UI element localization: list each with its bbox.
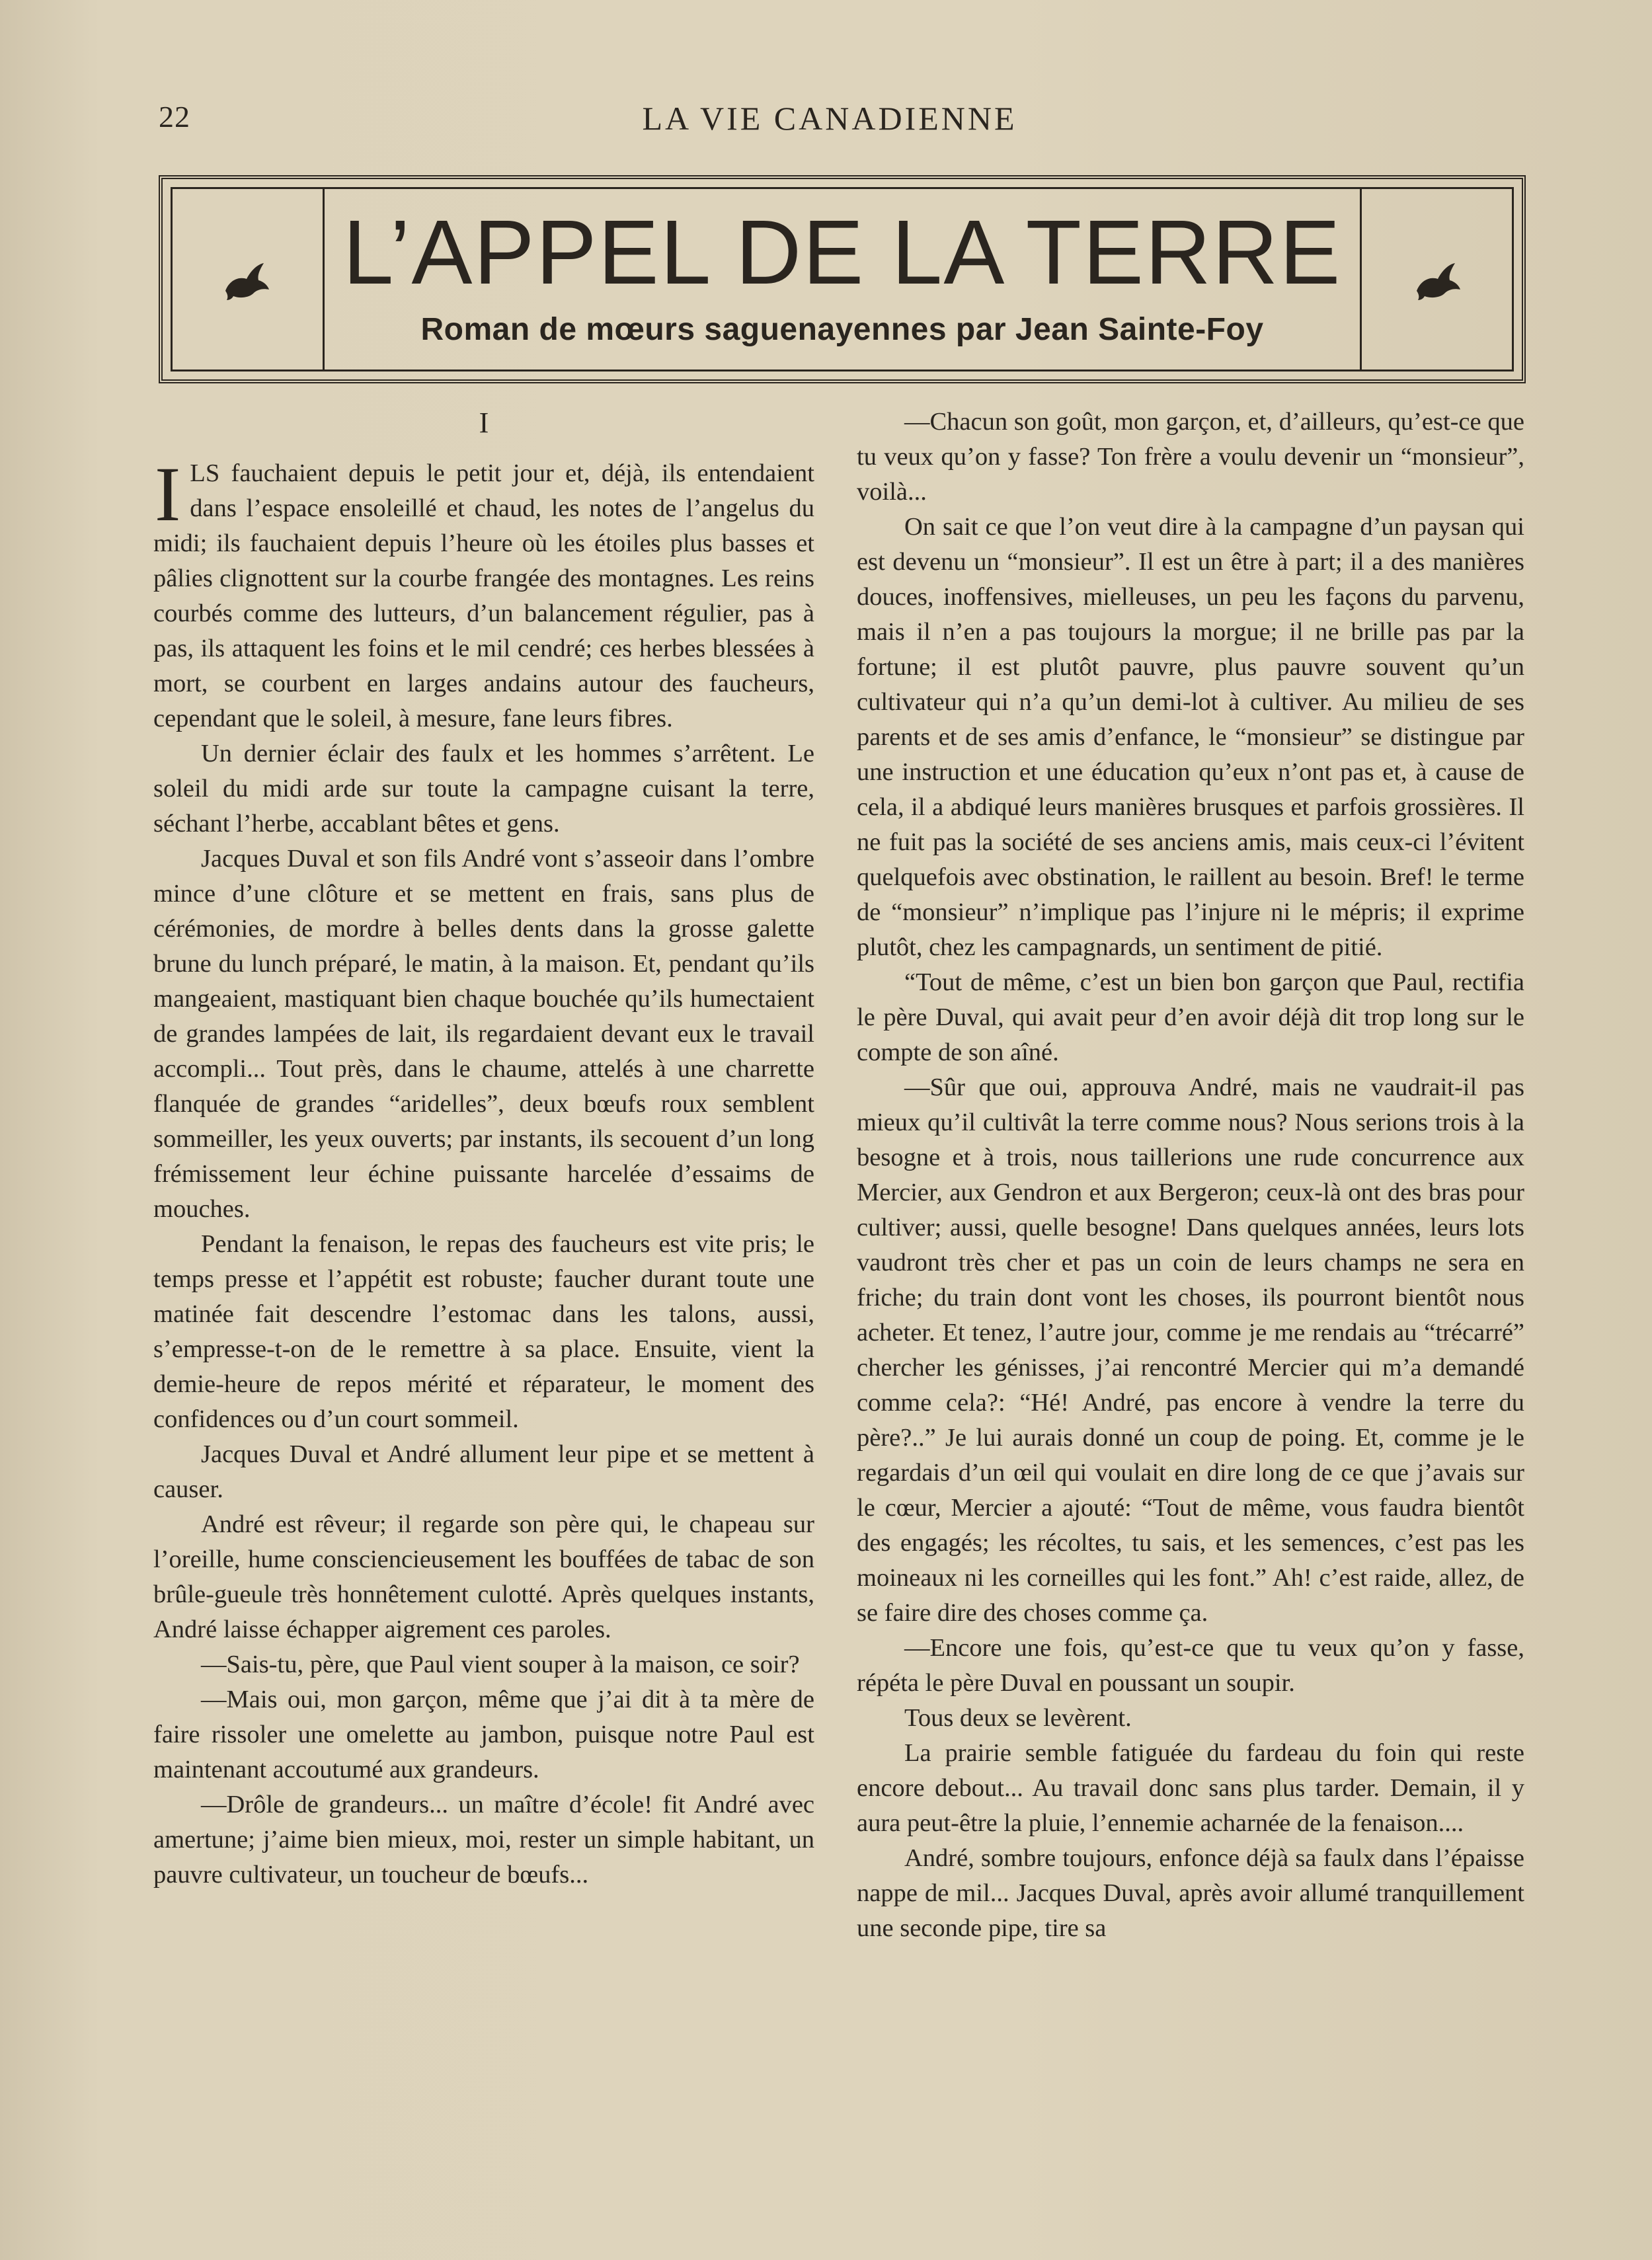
paragraph: André, sombre toujours, enfonce déjà sa faulx dans l’épaisse nappe de mil... Jacques Duval, après avoir allumé tranquillement une seconde pipe, tire sa [857,1844,1524,1942]
paragraph: Tous deux se levèrent. [904,1704,1132,1732]
right-column [857,405,1524,1946]
paragraph: Jacques Duval et son fils André vont s’asseoir dans l’ombre mince d’une clôture et se mettent en frais, sans plus de cérémonies, de mordre à belles dents dans la grosse galette brune du lunch préparé, le matin, à la maison. Et, pendant qu’ils mangeaient, mastiquant bien chaque bouchée qu’ils humectaient de grandes lampées de lait, ils regardaient devant eux le travail accompli... Tout près, dans le chaume, attelés à une charrette flanquée de grandes “aridelles”, deux bœufs roux semblent sommeiller, les yeux ouverts; par instants, ils secouent d’un long frémissement leur échine puissante harcelée d’essaims de mouches. [153,845,814,1223]
left-column [153,403,814,1892]
story-title: L’APPEL DE LA TERRE [342,202,1342,303]
paragraph: —Encore une fois, qu’est-ce que tu veux qu’on y fasse, répéta le père Duval en poussant un soupir. [857,1634,1524,1697]
paragraph: —Sûr que oui, approuva André, mais ne vaudrait-il pas mieux qu’il cultivât la terre comme nous? Nous serions trois à la besogne et à trois, nous taillerions une rude concurrence aux Mercier, aux Gendron et aux Bergeron; ceux-là ont des bras pour cultiver; aussi, quelle besogne! Dans quelques années, leurs lots vaudront très cher et pas un coin de leurs champs ne sera en friche; du train dont vont les choses, ils pourront bientôt nous acheter. Et tenez, l’autre jour, comme je me rendais au “trécarré” chercher les génisses, j’ai rencontré Mercier qui m’a demandé comme cela?: “Hé! André, pas encore à vendre la terre du père?..” Je lui aurais donné un coup de poing. Et, comme je le regardais d’un œil qui voulait en dire long de ce que j’avais sur le cœur, Mercier a ajouté: “Tout de même, vous faudra bientôt des engagés; les récoltes, tu sais, et les semences, c’est pas les moineaux ni les corneilles qui les font.” Ah! c’est raide, allez, de se faire dire des choses comme ça. [857,1073,1524,1627]
title-block [159,175,1526,383]
right-ornament-panel [1360,187,1514,371]
paragraph: Jacques Duval et André allument leur pipe et se mettent à causer. [153,1440,814,1503]
paragraph: On sait ce que l’on veut dire à la campagne d’un paysan qui est devenu un “monsieur”. Il est un être à part; il a des manières douces, inoffensives, mielleuses, un peu les façons du parvenu, mais il n’en a pas toujours la morgue; il ne brille pas par la fortune; il est plutôt pauvre, plus pauvre souvent qu’un cultivateur qui n’a qu’un demi-lot à cultiver. Au milieu de ses parents et de ses amis d’enfance, le “monsieur” se distingue par une instruction et une éducation qu’eux n’ont pas et, à cause de cela, il a abdiqué leurs manières brusques et parfois grossières. Il ne fuit pas la société de ses anciens amis, mais ceux-ci l’évitent quelquefois avec obstination, le raillent au besoin. Bref! le terme de “monsieur” n’implique pas l’injure ni le mépris; il exprime plutôt, chez les campagnards, un sentiment de pitié. [857,513,1524,961]
running-head [159,99,1501,145]
page-number: 22 [159,100,190,134]
paragraph: Un dernier éclair des faulx et les hommes s’arrêtent. Le soleil du midi arde sur toute la campagne cuisant la terre, séchant l’herbe, accablant bêtes et gens. [153,740,814,838]
paragraph: —Drôle de grandeurs... un maître d’école! fit André avec amertune; j’aime bien mieux, moi, rester un simple habitant, un pauvre cultivateur, un toucheur de bœufs... [153,1791,814,1889]
paragraph [153,451,814,736]
paragraph: Pendant la fenaison, le repas des faucheurs est vite pris; le temps presse et l’appétit est robuste; faucher durant toute une matinée fait descendre l’estomac dans les talons, aussi, s’empresse-t-on de le remettre à sa place. Ensuite, vient la demie-heure de repos mérité et réparateur, le moment des confidences ou d’un court sommeil. [153,1230,814,1433]
paragraph-text: LS fauchaient depuis le petit jour et, déjà, ils entendaient dans l’espace ensoleillé et chaud, les notes de l’angelus du midi; ils fauchaient depuis l’heure où les étoiles plus basses et pâlies clignottent sur la courbe frangée des montagnes. Les reins courbés comme des lutteurs, d’un balancement régulier, pas à pas, ils attaquent les foins et le mil cendré; ces herbes blessées à mort, se courbent en larges andains autour des faucheurs, cependant que le soleil, à mesure, fane leurs fibres. [153,459,814,732]
drop-cap: I [155,451,181,537]
bird-icon [1411,256,1464,303]
paragraph: —Sais-tu, père, que Paul vient souper à la maison, ce soir? [201,1651,800,1678]
chapter-number: I [479,407,489,439]
paragraph: —Mais oui, mon garçon, même que j’ai dit à ta mère de faire rissoler une omelette au jambon, puisque notre Paul est maintenant accoutumé aux grandeurs. [153,1686,814,1783]
journal-title: LA VIE CANADIENNE [642,100,1017,137]
bird-icon [220,256,273,303]
story-subtitle: Roman de mœurs saguenayennes par Jean Sainte-Foy [420,312,1264,347]
left-ornament-panel [171,187,325,371]
paragraph: “Tout de même, c’est un bien bon garçon que Paul, rectifia le père Duval, qui avait peur d’en avoir déjà dit trop long sur le compte de son aîné. [857,968,1524,1066]
paragraph: La prairie semble fatiguée du fardeau du foin qui reste encore debout... Au travail donc sans plus tarder. Demain, il y aura peut-être la pluie, l’ennemie acharnée de la fenaison.... [857,1739,1524,1837]
paragraph: —Chacun son goût, mon garçon, et, d’ailleurs, qu’est-ce que tu veux qu’on y fasse? Ton frère a voulu devenir un “monsieur”, voilà... [857,408,1524,506]
paragraph: André est rêveur; il regarde son père qui, le chapeau sur l’oreille, hume consciencieusement les bouffées de tabac de son brûle-gueule très honnêtement culotté. Après quelques instants, André laisse échapper aigrement ces paroles. [153,1510,814,1643]
